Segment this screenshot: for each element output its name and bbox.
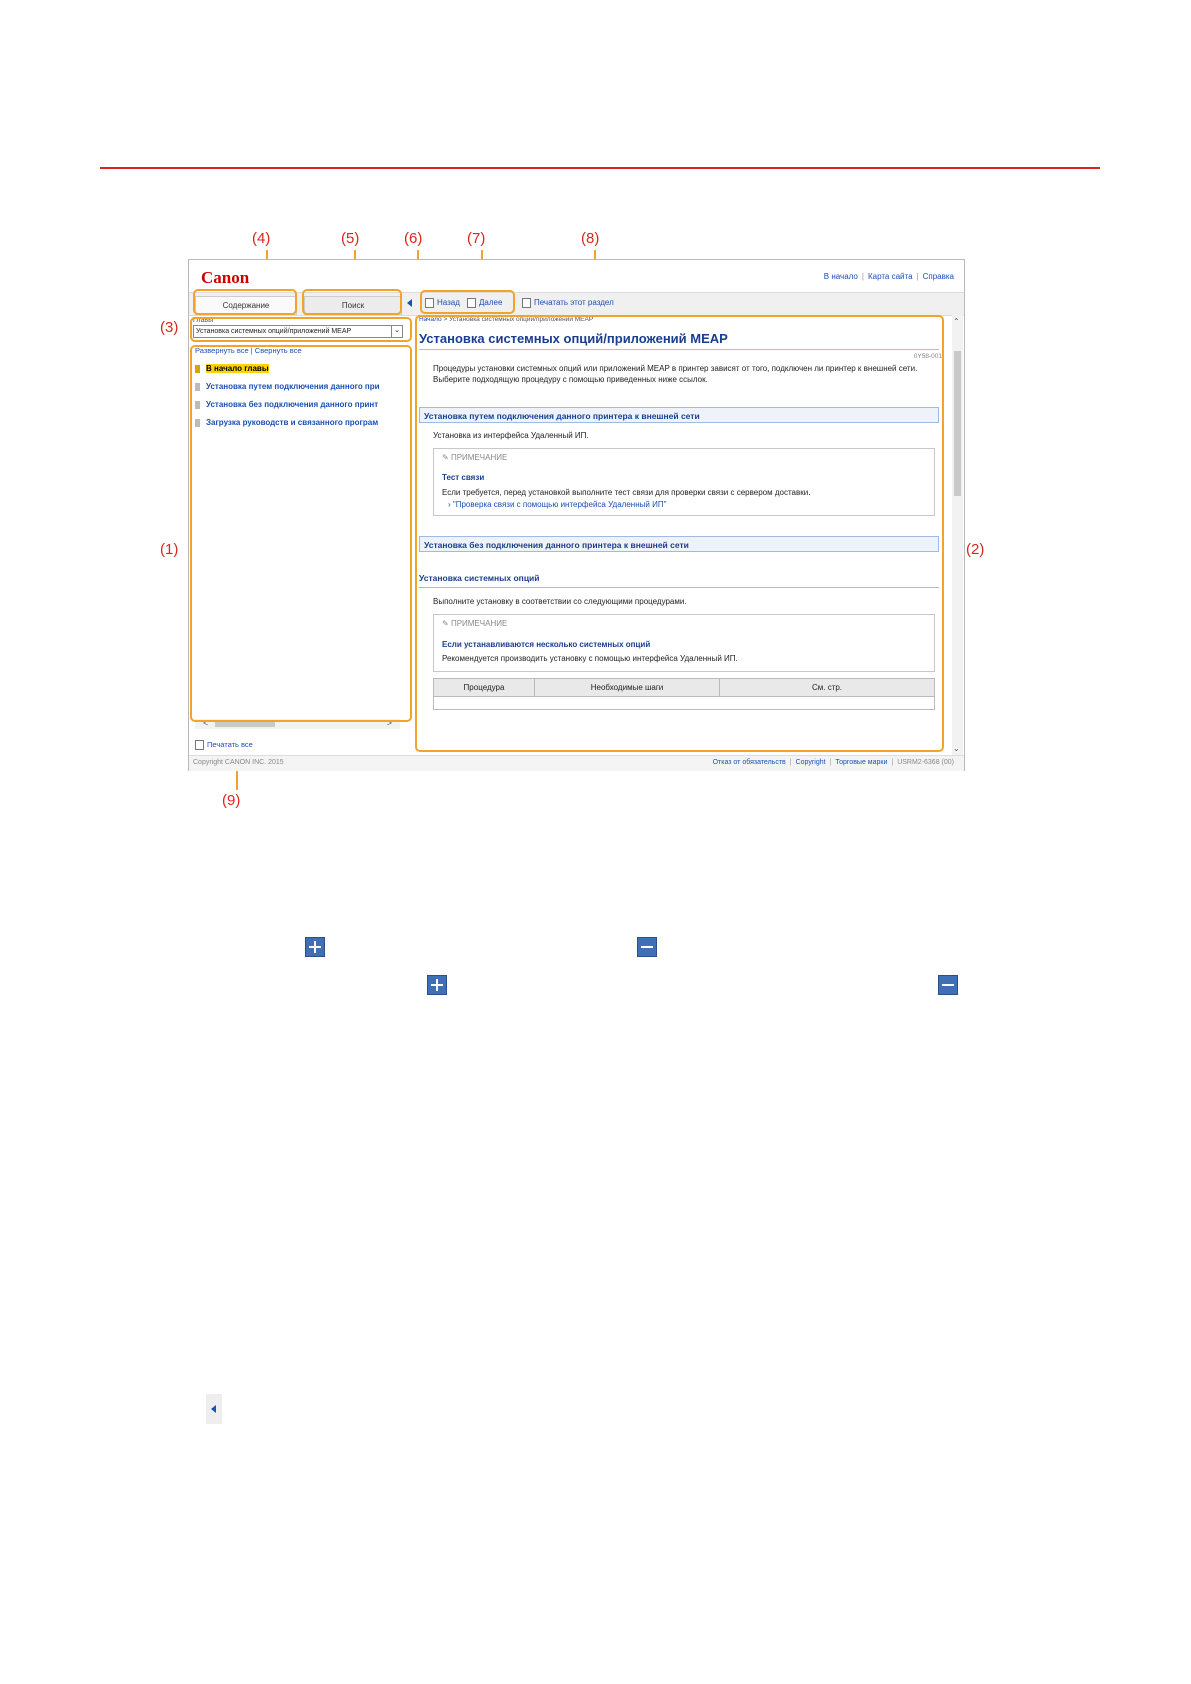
highlight-search-tab [302,289,402,315]
toc-item[interactable]: Установка путем подключения данного при [195,381,400,393]
chapter-label: Главы [193,317,214,324]
highlight-contents-pane [190,345,412,722]
note-text: Если требуется, перед установкой выполните тест связи для проверки связи с сервером доставки. [442,488,811,497]
collapse-all-link[interactable]: Свернуть все [254,346,302,355]
footer-links: Отказ от обязательств | Copyright | Торговые марки | USRM2-6368 (00) [712,759,954,766]
left-arrow-icon [206,1394,222,1424]
note-label: ✎ ПРИМЕЧАНИЕ [442,619,508,628]
callout-8: (8) [581,230,600,247]
scroll-down-icon[interactable]: ⌄ [953,744,960,753]
top-links: В начало | Карта сайта | Справка [823,272,954,281]
callout-3: (3) [160,319,179,336]
minus-icon [938,975,958,995]
scroll-up-icon[interactable]: ⌃ [953,317,960,326]
scroll-left-icon[interactable]: < [203,718,209,728]
next-label: Далее [479,298,503,308]
note-title: Тест связи [442,473,485,482]
print-section-button[interactable] [522,298,614,308]
highlight-nav-buttons [420,290,515,314]
print-section-label: Печатать этот раздел [534,298,614,308]
note-label: ✎ ПРИМЕЧАНИЕ [442,453,508,462]
chevron-down-icon: ⌄ [391,326,402,337]
tab-search[interactable]: Поиск [304,296,402,315]
section-heading-network[interactable]: Установка путем подключения данного принтера к внешней сети [419,407,939,423]
note-text: Рекомендуется производить установку с помощью интерфейса Удаленный ИП. [442,654,738,663]
link-trademarks[interactable]: Торговые марки [835,759,888,766]
table-header: Процедура [434,679,535,697]
callout-1: (1) [160,541,179,558]
print-all-label: Печатать все [207,740,253,749]
print-icon [195,740,204,750]
intro-text: Процедуры установки системных опций или приложений MEAP в принтер зависят от того, подключен ли принтер к внешней сети. Выберите подходящую процедуру с помощью приведенных ниже ссылок. [433,364,918,384]
chapter-select-value: Установка системных опций/приложений MEAP [196,328,352,335]
note-link[interactable]: › "Проверка связи с помощью интерфейса Удаленный ИП" [448,500,667,509]
highlight-chapter-select [190,317,412,342]
note-title: Если устанавливаются несколько системных опций [442,640,651,649]
expand-collapse-row: Развернуть все | Свернуть все [195,346,302,355]
doc-code: 0Y58-001 [913,353,942,360]
plus-icon [427,975,447,995]
vertical-scrollbar[interactable] [952,315,963,755]
section1-text: Установка из интерфейса Удаленный ИП. [433,431,589,440]
toc-item[interactable]: Установка без подключения данного принт [195,399,400,411]
link-copyright[interactable]: Copyright [795,759,826,766]
print-all-button[interactable] [195,740,253,750]
toc-item[interactable]: Загрузка руководств и связанного програм [195,417,400,429]
link-sitemap[interactable]: Карта сайта [867,272,913,281]
callout-5: (5) [341,230,360,247]
callout-4: (4) [252,230,271,247]
copyright: Copyright CANON INC. 2015 [193,759,284,766]
print-icon [522,298,531,308]
callout-6: (6) [404,230,423,247]
highlight-content-pane [415,315,944,752]
link-disclaimer[interactable]: Отказ от обязательств [712,759,786,766]
scroll-right-icon[interactable]: > [386,718,392,728]
breadcrumb-separator: > [443,316,448,323]
toc-item[interactable]: В начало главы [195,363,400,375]
link-help[interactable]: Справка [922,272,954,281]
link-home[interactable]: В начало [823,272,858,281]
scrollbar-thumb[interactable] [954,351,961,496]
plus-icon [305,937,325,957]
breadcrumb-current: Установка системных опций/приложений MEAP [449,316,594,323]
back-label: Назад [437,298,460,308]
section-heading-no-network[interactable]: Установка без подключения данного принтера к внешней сети [419,536,939,552]
table-header: Необходимые шаги [535,679,720,697]
footer-code: USRM2-6368 (00) [897,759,954,766]
subsection-text: Выполните установку в соответствии со следующими процедурами. [433,597,687,606]
footer [189,755,964,771]
canon-logo: Canon [201,268,250,287]
tab-contents[interactable]: Содержание [195,296,297,315]
collapse-pane-icon[interactable] [407,299,412,307]
callout-2: (2) [966,541,985,558]
page-title: Установка системных опций/приложений MEAP [419,331,728,346]
manual-screenshot [188,259,965,771]
minus-icon [637,937,657,957]
subsection-heading: Установка системных опций [419,573,939,588]
callout-9: (9) [222,792,241,809]
expand-all-link[interactable]: Развернуть все [195,346,249,355]
callout-7: (7) [467,230,486,247]
table-header: См. стр. [720,679,934,697]
highlight-contents-tab [193,289,297,315]
breadcrumb-home[interactable]: Начало [419,316,442,323]
header-red-rule [100,167,1100,169]
